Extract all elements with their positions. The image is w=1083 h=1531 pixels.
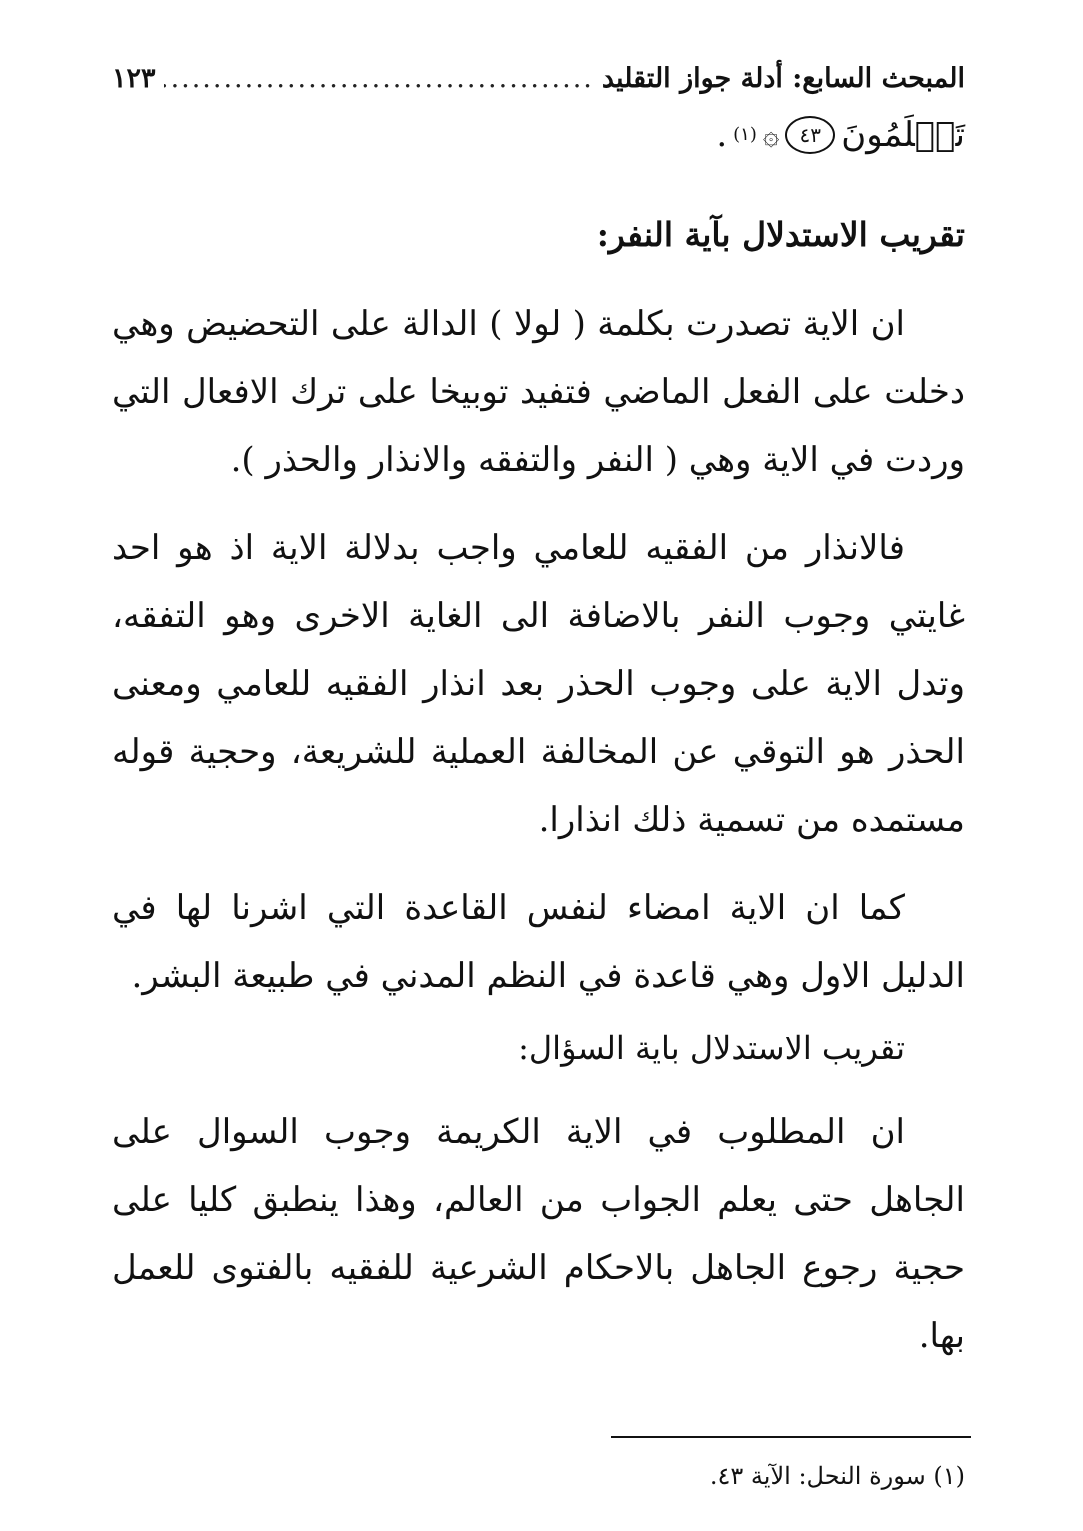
- paragraph-3: كما ان الاية امضاء لنفس القاعدة التي اشرنا لها في الدليل الاول وهي قاعدة في النظم المدني في طبيعة البشر.: [112, 888, 965, 996]
- verse-number-marker: ٤٣: [785, 116, 835, 154]
- footnote-reference: (١): [733, 124, 757, 145]
- main-body-text: [112, 290, 965, 1010]
- verse-ornament-icon: ۞: [762, 118, 780, 151]
- verse-word: تَعۡلَمُونَ: [841, 115, 965, 155]
- leader-dots: [164, 63, 594, 94]
- paragraph-4: ان المطلوب في الاية الكريمة وجوب السوال على الجاهل حتى يعلم الجواب من العالم، وهذا ينطبق كليا على حجية رجوع الجاهل بالاحكام الشرعية للفقيه بالفتوى للعمل بها.: [112, 1112, 965, 1356]
- page-number: ١٢٣: [112, 62, 156, 94]
- running-header: [112, 58, 965, 98]
- closing-body-text: [112, 1098, 965, 1370]
- paragraph-1: ان الاية تصدرت بكلمة ( لولا ) الدالة على التحضيض وهي دخلت على الفعل الماضي فتفيد توبيخا على ترك الافعال التي وردت في الاية وهي ( النفر والتفقه والانذار والحذر ).: [112, 304, 965, 480]
- verse-continuation: [716, 110, 965, 160]
- footnote: (١) سورة النحل: الآية ٤٣.: [709, 1462, 965, 1490]
- sub-heading: تقريب الاستدلال باية السؤال:: [518, 1029, 905, 1067]
- paragraph-2: فالانذار من الفقيه للعامي واجب بدلالة الاية اذ هو احد غايتي وجوب النفر بالاضافة الى الغاية الاخرى وهو التفقه، وتدل الاية على وجوب الحذر بعد انذار الفقيه للعامي ومعنى الحذر هو التوقي عن المخالفة العملية للشريعة، وحجية قوله مستمده من تسمية ذلك انذارا.: [112, 528, 965, 840]
- verse-end-mark: .: [716, 115, 728, 155]
- section-heading: تقريب الاستدلال بآية النفر:: [596, 215, 965, 254]
- footnote-divider: [611, 1436, 971, 1438]
- chapter-title: المبحث السابع: أدلة جواز التقليد: [601, 62, 965, 94]
